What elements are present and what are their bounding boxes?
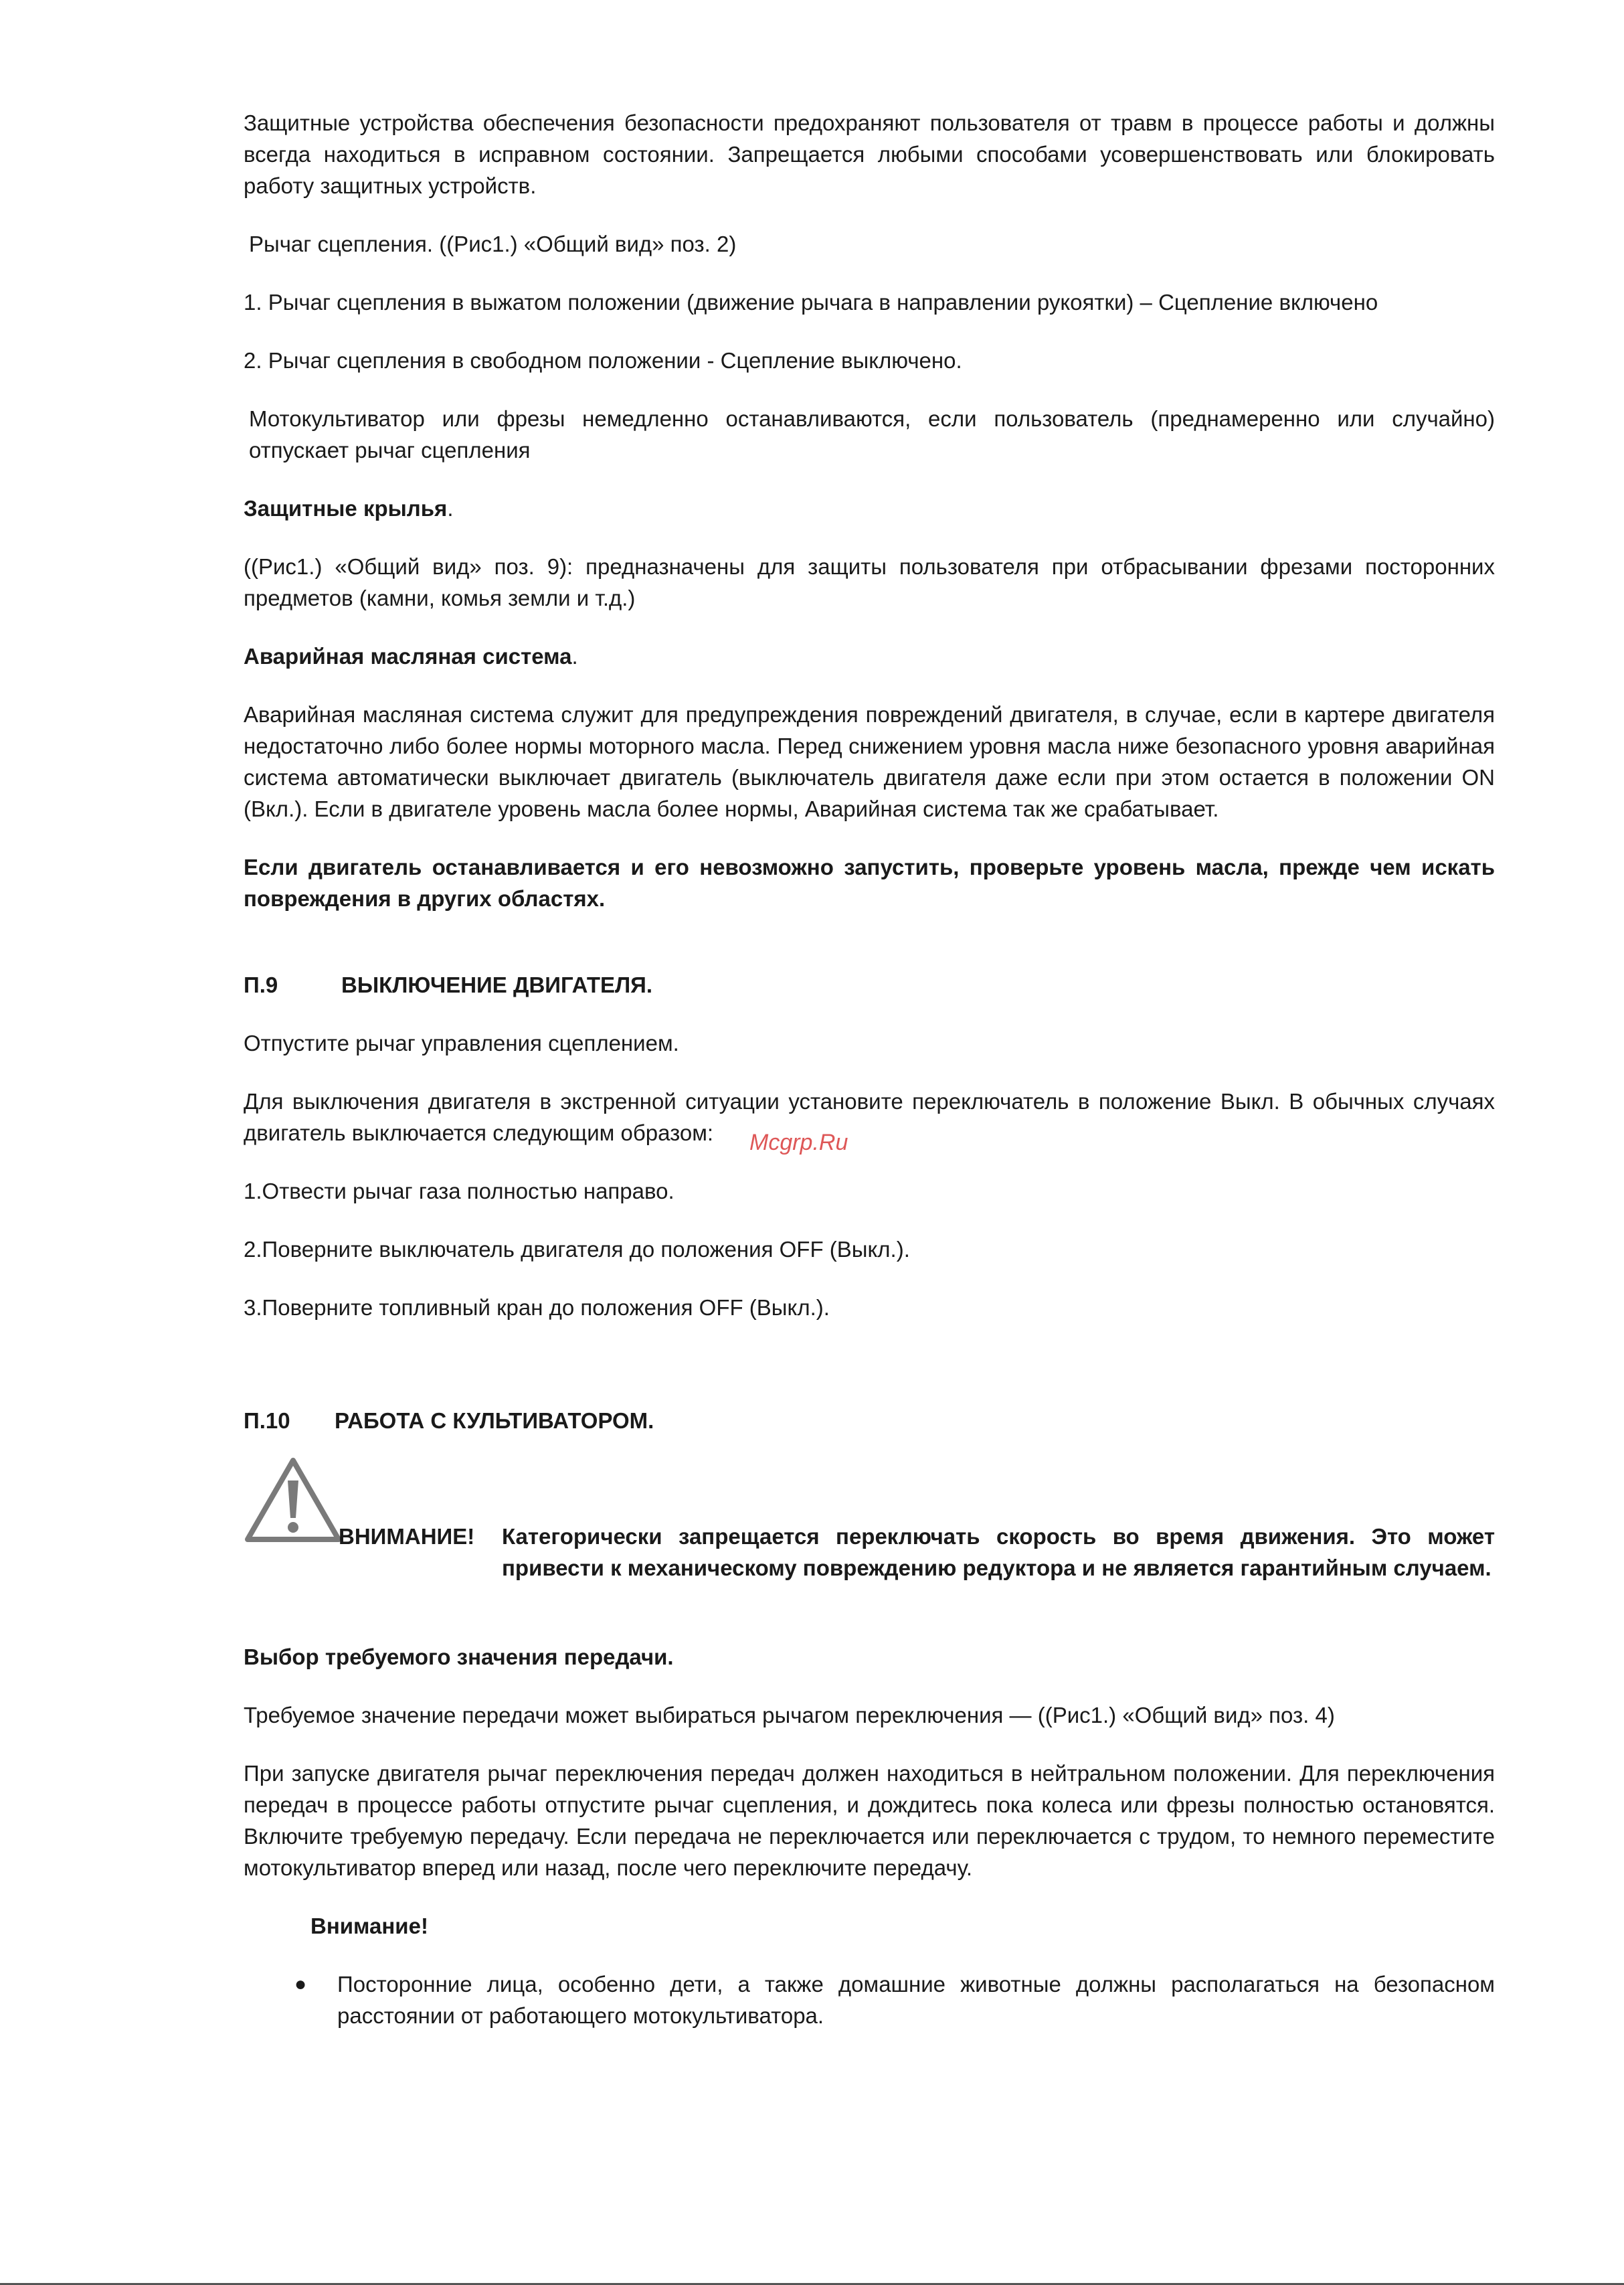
paragraph-guards: ((Рис1.) «Общий вид» поз. 9): предназначены для защиты пользователя при отбрасывании фрезами посторонних предметов (камни, комья земли и т.д.) xyxy=(244,554,1495,610)
step-2: 2.Поверните выключатель двигателя до положения OFF (Выкл.). xyxy=(244,1237,910,1262)
attention-heading: Внимание! xyxy=(310,1914,428,1938)
list-item xyxy=(244,1968,1495,2031)
paragraph-clutch-lever: Рычаг сцепления. ((Рис1.) «Общий вид» поз. 2) xyxy=(249,232,737,256)
paragraph-gear-select: Требуемое значение передачи может выбираться рычагом переключения — ((Рис1.) «Общий вид» поз. 4) xyxy=(244,1703,1335,1727)
watermark: Mcgrp.Ru xyxy=(749,1130,848,1155)
step-3: 3.Поверните топливный кран до положения OFF (Выкл.). xyxy=(244,1295,830,1320)
paragraph-clutch-disengaged: 2. Рычаг сцепления в свободном положении - Сцепление выключено. xyxy=(244,348,962,373)
oil-system-heading: Аварийная масляная система xyxy=(244,644,572,669)
paragraph-clutch-engaged: 1. Рычаг сцепления в выжатом положении (движение рычага в направлении рукоятки) – Сцепление включено xyxy=(244,290,1378,315)
oil-system-heading-dot: . xyxy=(571,644,578,669)
warning-triangle-icon xyxy=(244,1456,343,1546)
section-9-title: ВЫКЛЮЧЕНИЕ ДВИГАТЕЛЯ. xyxy=(341,972,653,997)
section-10-title: РАБОТА С КУЛЬТИВАТОРОМ. xyxy=(335,1408,654,1433)
paragraph-oil-system-heading xyxy=(244,641,1495,672)
paragraph-oil-warning: Если двигатель останавливается и его невозможно запустить, проверьте уровень масла, прежде чем искать повреждения в других областях. xyxy=(244,855,1495,911)
section-10-number: П.10 xyxy=(244,1408,290,1433)
guards-heading-dot: . xyxy=(447,496,454,521)
warning-label: ВНИМАНИЕ! xyxy=(339,1524,475,1549)
paragraph-safety-devices: Защитные устройства обеспечения безопасности предохраняют пользователя от травм в процессе работы и должны всегда находиться в исправном состоянии. Запрещается любыми способами усовершенствовать или блокировать работу защитных устройств. xyxy=(244,110,1495,198)
paragraph-tiller-stop: Мотокультиватор или фрезы немедленно останавливаются, если пользователь (преднамеренно или случайно) отпускает рычаг сцепления xyxy=(249,406,1495,462)
warning-block xyxy=(244,1456,1495,1584)
paragraph-gear-shift: При запуске двигателя рычаг переключения передач должен находиться в нейтральном положении. Для переключения передач в процессе работы отпустите рычаг сцепления, и дождитесь пока колеса или фрезы полностью остановятся. Включите требуемую передачу. Если передача не переключается или переключается с трудом, то немного переместите мотокультиватор вперед или назад, после чего переключите передачу. xyxy=(244,1761,1495,1880)
section-10-heading xyxy=(244,1405,1495,1436)
warning-text: Категорически запрещается переключать скорость во время движения. Это может привести к механическому повреждению редуктора и не является гарантийным случаем. xyxy=(502,1524,1495,1580)
paragraph-guards-heading xyxy=(244,493,1495,524)
bullet-dot-icon: ● xyxy=(294,1973,307,1995)
guards-heading: Защитные крылья xyxy=(244,496,448,521)
gear-heading: Выбор требуемого значения передачи. xyxy=(244,1644,674,1669)
section-9-number: П.9 xyxy=(244,972,278,997)
paragraph-oil-system: Аварийная масляная система служит для предупреждения повреждений двигателя, в случае, если в картере двигателя недостаточно либо более нормы моторного масла. Перед снижением уровня масла ниже безопасного уровня аварийная система автоматически выключает двигатель (выключатель двигателя даже если при этом остается в положении ON (Вкл.). Если в двигателе уровень масла более нормы, Аварийная система так же срабатывает. xyxy=(244,702,1495,821)
bullet-text: Посторонние лица, особенно дети, а также домашние животные должны располагаться на безопасном расстоянии от работающего мотокультиватора. xyxy=(337,1972,1495,2028)
paragraph-release-lever: Отпустите рычаг управления сцеплением. xyxy=(244,1031,679,1055)
step-1: 1.Отвести рычаг газа полностью направо. xyxy=(244,1179,674,1203)
section-9-heading xyxy=(244,969,1495,1001)
document-page xyxy=(244,107,1495,2058)
paragraph-emergency-stop: Для выключения двигателя в экстренной ситуации установите переключатель в положение Выкл. В обычных случаях двигатель выключается следующим образом: xyxy=(244,1089,1495,1145)
